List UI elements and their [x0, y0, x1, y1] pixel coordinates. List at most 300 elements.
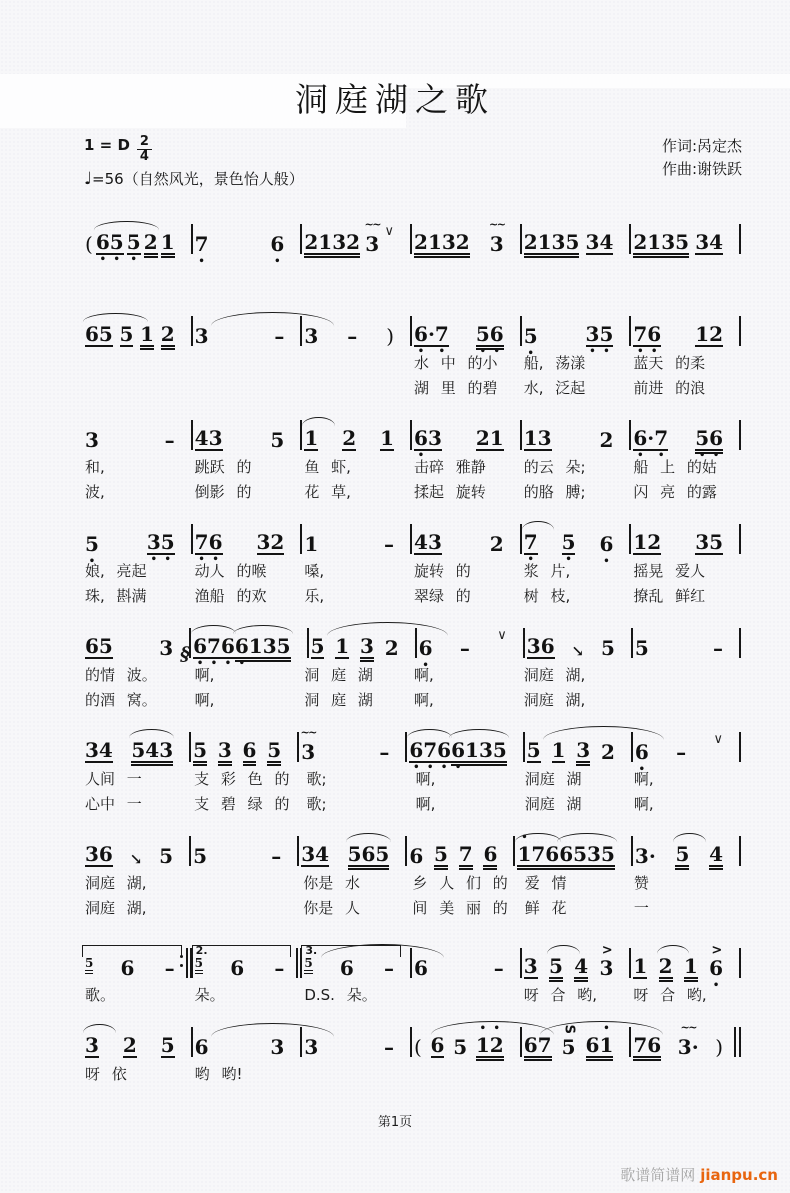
- note-char: 3: [217, 738, 232, 762]
- note-token: [562, 532, 576, 555]
- note-char: 2: [122, 1033, 137, 1057]
- note-char: 5: [347, 842, 362, 866]
- lyric-cell: 洞庭 湖,: [85, 899, 147, 917]
- note-char: ↘: [571, 642, 585, 661]
- note-token: [96, 232, 124, 255]
- lyric-cell: 歌;: [306, 770, 327, 788]
- note-char: 3: [427, 426, 442, 450]
- notes-group: [192, 326, 302, 349]
- note-char: 6: [559, 842, 574, 866]
- note-token: [161, 1035, 175, 1058]
- note-char: 2: [346, 230, 361, 254]
- notes-group: [82, 1035, 192, 1060]
- notes-group: [82, 532, 192, 557]
- notes-group: [82, 324, 192, 349]
- notes-group: [630, 1021, 740, 1060]
- note-char: –: [274, 956, 285, 980]
- note-char: 5 •: [161, 532, 175, 553]
- notes-group: [301, 534, 411, 557]
- tie-arc: [449, 729, 509, 738]
- note-token: [414, 532, 442, 555]
- note-token: [601, 742, 615, 763]
- notes-group: [524, 740, 632, 765]
- paren-mark: [414, 1037, 422, 1058]
- lyric-cell: 的酒 窝。: [85, 691, 157, 709]
- notes-group: [298, 726, 406, 765]
- score-system: [82, 719, 740, 815]
- note-char: 6 •: [437, 740, 451, 761]
- notes-group: [308, 636, 416, 661]
- measure: [192, 1037, 302, 1060]
- note-token: [311, 636, 325, 659]
- note-char: 3: [365, 232, 380, 256]
- note-char: 2: [160, 322, 175, 346]
- time-signature-bottom: 4: [139, 148, 149, 164]
- music-row: [82, 211, 740, 257]
- barline: [739, 224, 741, 254]
- note-token: [524, 428, 552, 451]
- lyric-cell: 啊,: [633, 795, 654, 813]
- note-char: 6 •: [635, 742, 649, 763]
- note-token: [709, 943, 724, 980]
- lyric-row-verse1: [82, 1063, 740, 1085]
- lyric-cell: 翠绿 的: [414, 587, 471, 605]
- note-token: [635, 742, 649, 763]
- note-char: 5: [434, 842, 448, 866]
- lyric-cell: [192, 377, 302, 399]
- note-char: 4: [194, 426, 209, 450]
- note-token: [304, 326, 318, 347]
- lyric-cell: 乡 人 们 的: [412, 874, 508, 892]
- note-char: 6 •: [414, 324, 428, 345]
- lyric-cell: 摇晃 爱人: [633, 562, 706, 580]
- note-char: 1: [633, 530, 648, 554]
- note-token: [364, 218, 380, 256]
- note-token: [414, 428, 442, 451]
- barline: [739, 948, 741, 978]
- slide-mark: [572, 644, 585, 660]
- note-char: 1: [380, 426, 395, 450]
- lyric-cell: 间 美 丽 的: [412, 899, 508, 917]
- measure: [301, 944, 411, 981]
- note-char: 7: [633, 1033, 648, 1057]
- ornament-tr-icon: ~~: [489, 218, 505, 231]
- note-char: 2: [600, 740, 615, 764]
- note-token: [633, 532, 661, 555]
- measure: [82, 324, 192, 349]
- measure: [632, 732, 740, 765]
- note-char: 2: [414, 230, 428, 254]
- lyric-cell: 和,: [85, 458, 105, 476]
- music-row: [82, 303, 740, 349]
- note-char: 1: [633, 954, 648, 978]
- note-token: [120, 324, 134, 347]
- note-char: 3: [332, 230, 347, 254]
- note-char: 5: [561, 1035, 576, 1059]
- note-token: [195, 234, 209, 255]
- quarter-note-icon: ♩: [84, 169, 93, 190]
- note-token: [304, 534, 318, 555]
- note-char: 6 •: [599, 534, 613, 555]
- note-token: [379, 742, 389, 763]
- notes-group: [521, 943, 631, 981]
- lyric-cell: 朵。: [194, 986, 225, 1004]
- notes-group: [82, 740, 190, 765]
- lyric-row-verse2: [82, 689, 740, 711]
- note-char: 6: [361, 842, 376, 866]
- lyric-cell: 支 彩 色 的: [194, 770, 290, 788]
- note-char: 3: [634, 844, 649, 868]
- note-char: 2: [599, 428, 614, 452]
- tie-arc: [191, 625, 236, 634]
- lyric-cell: 的云 朵;: [523, 458, 586, 476]
- note-char: 5: [193, 844, 208, 868]
- lyric-cell: 爱 情: [524, 874, 567, 892]
- score-system: [82, 511, 740, 607]
- lyricist-credit: 作词:呙定杰: [661, 137, 742, 155]
- music-row: [82, 719, 740, 765]
- measure: [524, 636, 632, 661]
- lyric-row-verse2: [82, 897, 740, 919]
- note-char: 5: [270, 428, 285, 452]
- note-token: [193, 740, 207, 763]
- note-char: • 2: [490, 1035, 504, 1056]
- note-char: 5: [675, 842, 690, 866]
- note-char: 1: [140, 322, 155, 346]
- note-char: • 1: [517, 844, 531, 865]
- note-char: 6: [85, 322, 99, 346]
- note-token: [459, 844, 473, 867]
- note-char: –: [676, 740, 687, 764]
- lyric-cell: 洞庭 湖,: [523, 666, 586, 684]
- note-char: 6 •: [419, 638, 433, 659]
- measure: [630, 428, 740, 453]
- tie-arc: [657, 945, 690, 954]
- notes-group: [192, 428, 302, 453]
- note-char: –: [459, 636, 470, 660]
- lyric-cell: 啊,: [415, 770, 436, 788]
- note-char: 5: [85, 956, 94, 971]
- paren-mark: [386, 326, 394, 347]
- tie-arc: [302, 417, 335, 426]
- note-token: [586, 1035, 614, 1058]
- note-char: 5: [304, 956, 313, 971]
- note-token: [147, 532, 175, 555]
- note-token: [695, 428, 723, 451]
- lyric-cell: 娘, 亮起: [85, 562, 147, 580]
- notes-group: [192, 1037, 302, 1060]
- note-char: 7: [537, 1033, 552, 1057]
- notes-group: [301, 1037, 411, 1060]
- note-token: [709, 844, 723, 867]
- notes-group: [416, 628, 524, 661]
- note-char: 5 •: [695, 428, 709, 449]
- measure: [301, 326, 411, 349]
- lyric-row-verse2: [82, 585, 740, 607]
- lyric-row-verse2: [82, 481, 740, 503]
- note-token: [675, 844, 689, 867]
- note-token: [453, 1037, 467, 1058]
- note-char: 5: [453, 1035, 468, 1059]
- measure: [298, 726, 406, 765]
- note-char: 4: [709, 230, 724, 254]
- note-token: [576, 740, 590, 763]
- note-token: [243, 740, 257, 763]
- score-system: [82, 935, 740, 1006]
- note-token: [267, 740, 281, 763]
- note-char: –: [164, 428, 175, 452]
- lyric-cell: 洞庭 湖,: [523, 691, 586, 709]
- note-token: [85, 430, 99, 451]
- watermark-url: jianpu.cn: [700, 1166, 778, 1184]
- note-char: 4: [574, 954, 589, 978]
- measure: [521, 232, 631, 257]
- measure: [630, 324, 740, 349]
- notes-group: [630, 428, 740, 453]
- note-token: [380, 428, 394, 451]
- note-char: 3: [159, 738, 174, 762]
- lyric-cell: 浆 片,: [523, 562, 571, 580]
- note-char: 3: [85, 428, 99, 452]
- score-system: [82, 1014, 740, 1085]
- lyric-cell: 呀 合 哟,: [523, 986, 597, 1004]
- note-char: 2: [455, 230, 470, 254]
- lyric-cell: 跳跃 的: [194, 458, 252, 476]
- note-char: 6: [409, 844, 424, 868]
- score-system: [82, 615, 740, 711]
- note-token: [419, 638, 433, 659]
- note-token: [633, 232, 689, 255]
- measure: [301, 218, 411, 257]
- note-token: [524, 326, 538, 347]
- note-token: [524, 532, 538, 555]
- note-token: [131, 740, 173, 763]
- note-char: (: [414, 1035, 422, 1059]
- tempo-value: =56: [92, 170, 124, 189]
- note-char: 5 •: [85, 534, 99, 555]
- note-char: 1: [683, 954, 698, 978]
- note-token: [159, 638, 173, 659]
- note-char: ): [715, 1035, 724, 1059]
- score-header: [0, 131, 790, 197]
- lyric-cell: 击碎 雅静: [414, 458, 486, 476]
- measure: [190, 846, 298, 869]
- notes-group: [411, 324, 521, 349]
- lyric-cell: 撩乱 鲜红: [633, 587, 706, 605]
- note-char: 1: [523, 426, 538, 450]
- notes-group: [521, 232, 631, 257]
- note-token: [85, 534, 99, 555]
- measure: [82, 740, 190, 765]
- note-token: [85, 1035, 99, 1058]
- note-char: 7 •: [633, 324, 647, 345]
- breath-mark: [713, 733, 723, 747]
- measure: [632, 844, 740, 869]
- volta-label: 2.: [195, 944, 208, 957]
- notes-group: [190, 740, 298, 765]
- note-char: 5 •: [110, 232, 124, 253]
- note-token: [123, 1035, 137, 1058]
- note-char: 7 •: [435, 324, 449, 345]
- notes-group: [82, 958, 192, 981]
- note-token: [574, 956, 588, 979]
- note-char: 3: [301, 842, 316, 866]
- note-token: [695, 324, 723, 347]
- key-tempo-block: [84, 131, 304, 189]
- note-token: [342, 428, 356, 451]
- note-token: [559, 844, 615, 867]
- note-token: [347, 326, 357, 347]
- lyric-cell: 蓝天 的柔: [633, 354, 706, 372]
- note-token: [384, 958, 394, 979]
- note-token: [360, 636, 374, 659]
- measure: [82, 532, 192, 557]
- measure: [521, 428, 631, 453]
- measure: [411, 1035, 521, 1060]
- notes-group: [411, 958, 521, 981]
- note-char: –: [384, 956, 394, 980]
- measure: [82, 430, 192, 453]
- note-char: 3: [360, 634, 374, 658]
- note-char: 6: [85, 634, 99, 658]
- note-char: 3: [427, 530, 442, 554]
- lyric-row-verse1: [82, 664, 740, 686]
- note-char: 6 •: [709, 958, 723, 979]
- note-token: [552, 740, 566, 763]
- lyric-cell: 渔船 的欢: [194, 587, 267, 605]
- note-token: [304, 1037, 318, 1058]
- note-token: [586, 324, 614, 347]
- music-row: [82, 615, 740, 665]
- score-system: [82, 211, 740, 257]
- lyric-cell: [82, 377, 192, 399]
- note-char: 6 •: [270, 234, 284, 255]
- lyric-cell: [191, 872, 300, 894]
- key-label: 1 = D: [84, 136, 130, 155]
- credits-block: [662, 135, 742, 180]
- lyric-cell: [411, 984, 521, 1006]
- note-char: 5: [194, 956, 204, 971]
- note-char: 2: [342, 426, 357, 450]
- note-char: 5: [160, 1033, 175, 1057]
- notes-group: [630, 324, 740, 349]
- note-char: 5: [375, 842, 390, 866]
- note-char: –: [347, 324, 358, 348]
- note-char: 6: [194, 1035, 209, 1059]
- note-char: 6: [230, 956, 245, 980]
- measure: [82, 1035, 192, 1060]
- note-char: 7 •: [524, 532, 538, 553]
- lyric-cell: 赞: [633, 874, 649, 892]
- note-token: [476, 324, 504, 347]
- notes-group: [411, 218, 521, 257]
- note-char: –: [164, 956, 175, 980]
- note-char: 1: [318, 230, 333, 254]
- note-token: [483, 844, 497, 867]
- note-char: 5: [492, 738, 507, 762]
- tie-arc: [547, 945, 580, 954]
- note-char: –: [274, 324, 285, 348]
- note-char: 6 •: [193, 636, 207, 657]
- note-char: 3: [85, 1033, 99, 1057]
- note-token: [713, 638, 723, 659]
- lyric-cell: [192, 352, 302, 374]
- note-char: 3: [304, 1035, 319, 1059]
- time-signature-top: 2: [137, 135, 152, 150]
- note-token: [193, 636, 235, 659]
- lyric-row-verse2: [82, 377, 740, 399]
- note-char: 6: [98, 842, 113, 866]
- measure: [301, 428, 411, 453]
- measure: [521, 532, 631, 557]
- note-token: [165, 958, 175, 979]
- lyric-cell: 水, 泛起: [523, 379, 586, 397]
- measure: [192, 428, 302, 453]
- note-token: [161, 232, 175, 255]
- note-char: 7 •: [654, 428, 668, 449]
- measure: [192, 944, 302, 981]
- note-char: 1: [537, 230, 552, 254]
- note-char: 7 •: [207, 636, 221, 657]
- lyric-row-verse1: [82, 984, 740, 1006]
- page-title: 洞庭湖之歌: [295, 80, 495, 119]
- note-char: 6 •: [96, 232, 110, 253]
- note-char: 2: [658, 954, 673, 978]
- note-char: 5: [548, 954, 563, 978]
- note-char: 6: [523, 1033, 538, 1057]
- measure: [411, 532, 521, 557]
- barline: [739, 628, 741, 658]
- note-char: 3: [523, 954, 538, 978]
- measure: [192, 234, 302, 257]
- note-token: [599, 943, 614, 980]
- tie-arc: [407, 729, 452, 738]
- note-token: [230, 958, 244, 979]
- notes-group: [192, 958, 302, 981]
- note-token: [684, 956, 698, 979]
- note-char: ·: [647, 426, 655, 450]
- lyric-cell: 的情 波。: [85, 666, 157, 684]
- breath-mark: [384, 225, 394, 239]
- note-token: [348, 844, 390, 867]
- note-char: 7: [531, 842, 546, 866]
- notes-group: [632, 844, 740, 869]
- note-char: 3: [262, 634, 277, 658]
- note-token: [431, 1035, 445, 1058]
- note-char: 1: [695, 322, 710, 346]
- measure: [411, 428, 521, 453]
- measure: [630, 532, 740, 557]
- measure: [632, 638, 740, 661]
- lyric-cell: D.S. 朵。: [304, 986, 377, 1004]
- note-char: 6: [414, 956, 428, 980]
- lyric-cell: 旋转 的: [414, 562, 471, 580]
- measure: [82, 232, 192, 257]
- lyric-cell: [191, 897, 300, 919]
- note-token: [476, 428, 504, 451]
- notes-group: [521, 428, 631, 453]
- note-char: 5: [131, 738, 146, 762]
- note-char: 3: [599, 956, 614, 980]
- note-char: 1: [427, 230, 442, 254]
- note-char: 5: [600, 842, 615, 866]
- note-char: ): [386, 324, 395, 348]
- lyric-cell: 洞 庭 湖: [304, 666, 373, 684]
- measure: [82, 844, 190, 869]
- music-row: [82, 1014, 740, 1060]
- note-char: –: [271, 844, 282, 868]
- note-token: [218, 740, 232, 763]
